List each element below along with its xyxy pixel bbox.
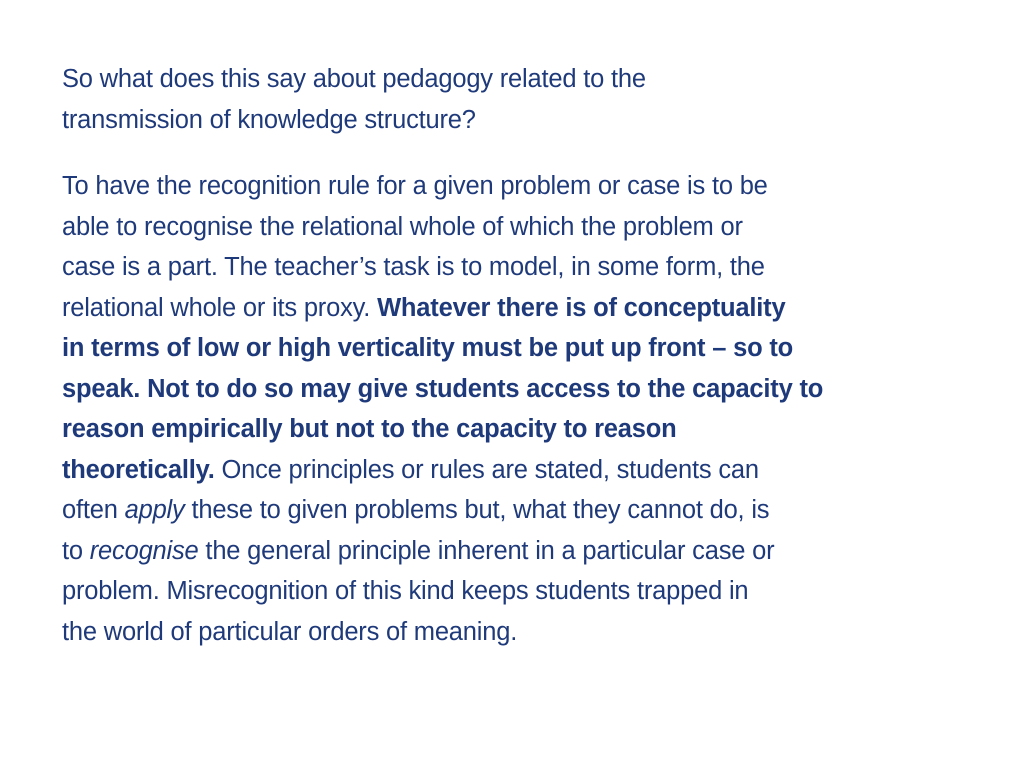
- paragraph-line-10-a: to: [62, 536, 90, 565]
- paragraph-line-5: in terms of low or high verticality must be put up front – so to: [62, 334, 793, 362]
- paragraph-line-9-a: often: [62, 496, 125, 524]
- paragraph-line-2: able to recognise the relational whole of which the problem or: [62, 212, 743, 241]
- paragraph-line-1: To have the recognition rule for a given problem or case is to be: [62, 172, 768, 200]
- paragraph-line-9: [62, 490, 962, 531]
- paragraph-line-11: problem. Misrecognition of this kind keeps students trapped in: [62, 577, 749, 605]
- paragraph-line-4-normal: relational whole or its proxy.: [62, 293, 378, 322]
- paragraph-line-3: case is a part. The teacher’s task is to model, in some form, the: [62, 253, 765, 281]
- paragraph-line-12: the world of particular orders of meaning.: [62, 617, 518, 646]
- question-line-1: So what does this say about pedagogy related to the: [62, 65, 646, 93]
- body-paragraph: [62, 166, 962, 652]
- paragraph-line-4: [62, 288, 962, 329]
- paragraph-line-8-bold: theoretically.: [62, 455, 215, 484]
- paragraph-line-9-b: these to given problems but, what they cannot do, is: [184, 496, 770, 524]
- paragraph-line-8-normal: Once principles or rules are stated, students can: [214, 455, 759, 484]
- question-heading: [62, 59, 962, 140]
- question-line-2: transmission of knowledge structure?: [62, 105, 476, 134]
- paragraph-line-7: reason empirically but not to the capacity to reason: [62, 415, 677, 443]
- paragraph-line-8: [62, 450, 962, 491]
- paragraph-line-6: speak. Not to do so may give students access to the capacity to: [62, 374, 824, 403]
- paragraph-line-10-italic: recognise: [89, 536, 199, 565]
- paragraph-line-9-italic: apply: [124, 496, 185, 524]
- paragraph-line-10: [62, 531, 962, 572]
- paragraph-line-4-bold: Whatever there is of conceptuality: [377, 293, 786, 322]
- paragraph-line-10-b: the general principle inherent in a particular case or: [198, 536, 775, 565]
